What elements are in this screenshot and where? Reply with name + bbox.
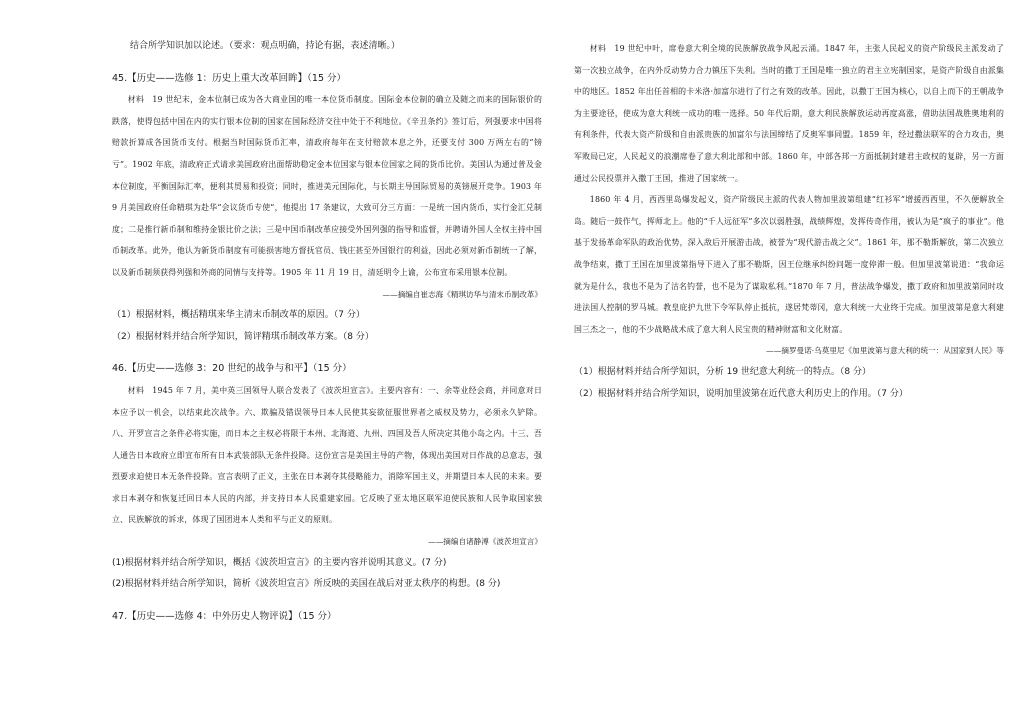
spacer — [112, 596, 542, 606]
question-45-sub1: （1）根据材料，概括精琪来华主清末币制改革的原因。（7 分） — [112, 310, 365, 321]
essay-requirement: 结合所学知识加以论述。（要求：观点明确，持论有据，表述清晰。） — [130, 41, 401, 51]
question-45-source: ——摘编自崔志海《精琪访华与清末币制改革》 — [382, 289, 542, 299]
spacer — [112, 348, 542, 358]
question-45-sub2: （2）根据材料并结合所学知识，简评精琪币制改革方案。（8 分） — [112, 331, 374, 342]
question-47-sub1: （1）根据材料并结合所学知识，分析 19 世纪意大利统一的特点。（8 分） — [574, 366, 871, 377]
right-column — [574, 38, 1004, 405]
question-47-material-p1: 材料 19 世纪中叶，席卷意大利全境的民族解放战争风起云涌。1847 年，主张人民起义的资产阶级民主派发动了第一次独立战争，在内外反动势力合力镇压下失利。当时的撒丁王国是唯一独立的君主立宪制国家，是资产阶级自由派集中的地区。1852 年出任首相的卡米洛·加富尔进行了行之有效的改革。因此，以撒丁王国为核心，以自上而下的王朝战争为主要途径，使成为意大利统一成功的唯一选择。50 年代后期，意大利民族解放运动再度高涨，借助法国战胜奥地利的有利条件，代表大资产阶级和自由派贵族的加富尔与法国缔结了反奥军事同盟。1859 年，经过撒法联军的合力攻击，奥军败局已定，人民起义的浪潮席卷了意大利北部和中部。1860 年，中部各邦一方面抵制封建君主政权的复辟，另一方面通过公民投票并入撒丁王国，推进了国家统一。 — [574, 44, 1004, 183]
question-45-heading: 45.【历史——选修 1：历史上重大改革回眸】（15 分） — [112, 72, 347, 84]
question-46-heading: 46.【历史——选修 3：20 世纪的战争与和平】（15 分） — [112, 363, 352, 375]
question-45-material: 材料 19 世纪末，金本位制已成为各大商业国的唯一本位货币制度。国际金本位制的确立及随之而来的国际银价的跌落，使得包括中国在内的实行银本位制的国家在国际经济交往中处于不利地位。《辛丑条约》签订后，列强要求中国将赔款折算成各国货币支付。根据当时国际货币汇率，清政府每年在支付赔款本息之外，还要支付 300 万两左右的“镑亏”。1902 年底，清政府正式请求美国政府出面帮助稳定金本位国家与银本位国家之间的货币比价。美国认为通过普及金本位制度，平衡国际汇率，便利其贸易和投资；同时，推进美元国际化，与长期主导国际贸易的英镑展开竞争。1903 年 9 月美国政府任命精琪为赴华“会议货币专使”，他提出 17 条建议，大致可分三方面：一是统一国内货币，实行金汇兑制度；二是推行新币制和维持金银比价之法；三是中国币制改革应接受外国列强的指导和监督，并聘请外国人全权主持中国币制改革。此外，他认为新货币制度有可能损害地方督抚官员、钱庄甚至外国银行的利益，因此必须对新币制统一了解，以及新币制须获得列强和外商的同情与支持等。1905 年 11 月 19 日，清廷明令上谕，公布宣布采用银本位制。 — [112, 95, 542, 277]
question-47-source: ——摘罗曼诺·乌莫里尼《加里波第与意大利的统一：从国家到人民》等 — [766, 346, 1004, 356]
question-47-sub2: （2）根据材料并结合所学知识，说明加里波第在近代意大利历史上的作用。（7 分） — [574, 388, 908, 399]
question-47-material-p2: 1860 年 4 月，西西里岛爆发起义，资产阶级民主派的代表人物加里波第组建“红衫军”增援西西里，不久便解放全岛。随后一鼓作气，挥师北上。他的“千人远征军”多次以弱胜强，战绩辉煌，发挥传奇作用，被认为是“疯子的事业”。他基于发扬革命军队的政治优势，深入敌后开展游击战，被誉为“现代游击战之父”。1861 年，那不勒斯解放，第二次独立战争结束，撒丁王国在加里波第指导下进入了那不勒斯，因王位继承纠纷问题一度停滞一般。但加里波第说道：“我命运就为是什么，我也不是为了沽名钓誉，也不是为了谋取私利。”1870 年 7 月，普法战争爆发，撒丁政府和加里波第同时攻进法国人控制的罗马城。教皇庇护九世下令军队停止抵抗，遂居梵蒂冈，意大利统一大业终于完成。加里波第是意大利建国三杰之一，他的不少战略战术成了意大利人民宝贵的精神财富和文化财富。 — [574, 195, 1004, 334]
question-46-source: ——摘编自诸静溥《波茨坦宣言》 — [428, 537, 542, 547]
question-47-heading: 47.【历史——选修 4：中外历史人物评说】（15 分） — [112, 610, 337, 622]
spacer — [112, 58, 542, 68]
question-46-material: 材料 1945 年 7 月，美中英三国领导人联合发表了《波茨坦宣言》。主要内容有：一、余等业经会商，并同意对日本应予以一机会，以结束此次战争。六、欺骗及错误领导日本人民使其妄欲征服世界者之威权及势力，必须永久铲除。八、开罗宣言之条件必将实施，而日本之主权必将限于本州、北海道、九州、四国及吾人所决定其他小岛之内。十三、吾人通告日本政府立即宣布所有日本武装部队无条件投降。这份宣言是美国主导的产物，体现出美国对日作战的总意志，强烈要求迫使日本无条件投降。宣言表明了正义，主张在日本剥夺其侵略能力，消除军国主义，并期望日本人民的未来。要求日本剥夺和恢复迁回日本人民的内部，并支持日本人民重建家园。它反映了亚太地区联军迫使民族和人民争取国家独立、民族解放的诉求，体现了国团进本人类和平与正义的原则。 — [112, 385, 542, 525]
question-46-sub2: (2)根据材料并结合所学知识，简析《波茨坦宣言》所反映的美国在战后对亚太秩序的构想。(8 分) — [112, 579, 501, 590]
question-46-sub1: (1)根据材料并结合所学知识，概括《波茨坦宣言》的主要内容并说明其意义。(7 分) — [112, 557, 447, 568]
left-column — [112, 36, 542, 627]
